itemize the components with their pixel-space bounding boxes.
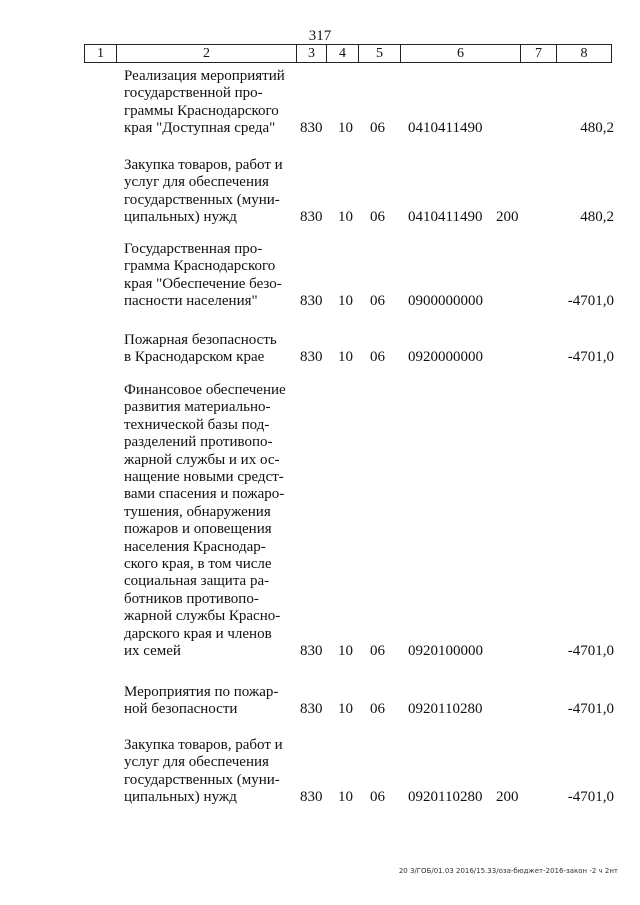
section-code: 10 [338, 789, 353, 806]
amount: 480,2 [580, 120, 614, 137]
description-line: ского края, в том числе [124, 556, 272, 573]
expense-type-code: 200 [496, 789, 519, 806]
description-line: дарского края и членов [124, 625, 272, 642]
description-line: Пожарная безопасность [124, 332, 277, 348]
section-code: 10 [338, 643, 353, 659]
column-header-3: 3 [297, 45, 327, 62]
target-article-code: 0920110280 [408, 789, 483, 806]
amount: -4701,0 [567, 701, 614, 718]
ministry-code: 830 [300, 349, 323, 366]
column-header-6: 6 [401, 45, 521, 62]
target-article-code: 0900000000 [408, 293, 483, 310]
description-line: государственных (муни- [124, 771, 280, 788]
description-line: населения Краснодар- [124, 538, 266, 555]
description-line: разделений противопо- [124, 434, 273, 451]
target-article-code: 0920100000 [408, 643, 483, 659]
ministry-code: 830 [300, 209, 323, 226]
row-description [124, 382, 294, 661]
description-line: грамма Краснодарского [124, 258, 276, 275]
column-header-row [84, 44, 612, 63]
description-line: Государственная про- [124, 241, 263, 257]
row-description [124, 157, 294, 227]
description-line: услуг для обеспечения [124, 174, 269, 191]
description-line: жарной службы и их ос- [124, 451, 280, 468]
column-header-7: 7 [521, 45, 557, 62]
section-code: 10 [338, 701, 353, 718]
target-article-code: 0410411490 [408, 209, 483, 226]
description-line: услуг для обеспечения [124, 754, 269, 771]
description-line: пасности населения" [124, 293, 258, 310]
ministry-code: 830 [300, 789, 323, 806]
page-number: 317 [308, 28, 332, 44]
description-line: государственных (муни- [124, 191, 280, 208]
column-header-4: 4 [327, 45, 359, 62]
row-description [124, 684, 294, 719]
subsection-code: 06 [370, 349, 385, 366]
target-article-code: 0410411490 [408, 120, 483, 137]
section-code: 10 [338, 293, 353, 310]
amount: -4701,0 [567, 293, 614, 310]
description-line: края "Доступная среда" [124, 120, 276, 137]
description-line: ботников противопо- [124, 590, 259, 607]
description-line: их семей [124, 643, 181, 660]
row-description [124, 737, 294, 807]
ministry-code: 830 [300, 120, 323, 137]
subsection-code: 06 [370, 293, 385, 310]
ministry-code: 830 [300, 293, 323, 310]
description-line: края "Обеспечение безо- [124, 275, 282, 292]
target-article-code: 0920000000 [408, 349, 483, 366]
row-description [124, 68, 294, 138]
description-line: тушения, обнаружения [124, 503, 271, 520]
column-header-2: 2 [117, 45, 297, 62]
description-line: ной безопасности [124, 701, 238, 718]
subsection-code: 06 [370, 120, 385, 137]
ministry-code: 830 [300, 701, 323, 718]
column-header-1: 1 [85, 45, 117, 62]
amount: 480,2 [580, 209, 614, 226]
row-description [124, 332, 294, 367]
amount: -4701,0 [567, 643, 614, 659]
description-line: Финансовое обеспечение [124, 382, 286, 398]
row-description [124, 241, 294, 311]
description-line: в Краснодарском крае [124, 349, 265, 366]
description-line: государственной про- [124, 85, 263, 102]
description-line: ципальных) нужд [124, 209, 237, 226]
section-code: 10 [338, 120, 353, 137]
section-code: 10 [338, 209, 353, 226]
description-line: Закупка товаров, работ и [124, 157, 283, 173]
description-line: нащение новыми средст- [124, 469, 284, 486]
column-header-8: 8 [580, 46, 588, 61]
description-line: граммы Краснодарского [124, 102, 279, 119]
description-line: жарной службы Красно- [124, 608, 281, 625]
amount: -4701,0 [567, 349, 614, 366]
description-line: вами спасения и пожаро- [124, 486, 285, 503]
subsection-code: 06 [370, 209, 385, 226]
section-code: 10 [338, 349, 353, 366]
expense-type-code: 200 [496, 209, 519, 226]
subsection-code: 06 [370, 701, 385, 718]
description-line: Мероприятия по пожар- [124, 684, 279, 700]
description-line: Закупка товаров, работ и [124, 737, 283, 753]
description-line: ципальных) нужд [124, 789, 237, 806]
target-article-code: 0920110280 [408, 701, 483, 718]
subsection-code: 06 [370, 789, 385, 806]
subsection-code: 06 [370, 643, 385, 659]
description-line: пожаров и оповещения [124, 521, 272, 538]
column-header-5: 5 [359, 45, 401, 62]
description-line: Реализация мероприятий [124, 68, 285, 84]
description-line: технической базы под- [124, 416, 270, 433]
footer-file-stamp: 20 3/ГОБ/01.03 2016/15.33/оза-бюджет-2016-закон -2 ч 2нт [398, 867, 618, 875]
description-line: социальная защита ра- [124, 573, 270, 590]
amount: -4701,0 [567, 789, 614, 806]
description-line: развития материально- [124, 399, 271, 416]
ministry-code: 830 [300, 643, 323, 659]
